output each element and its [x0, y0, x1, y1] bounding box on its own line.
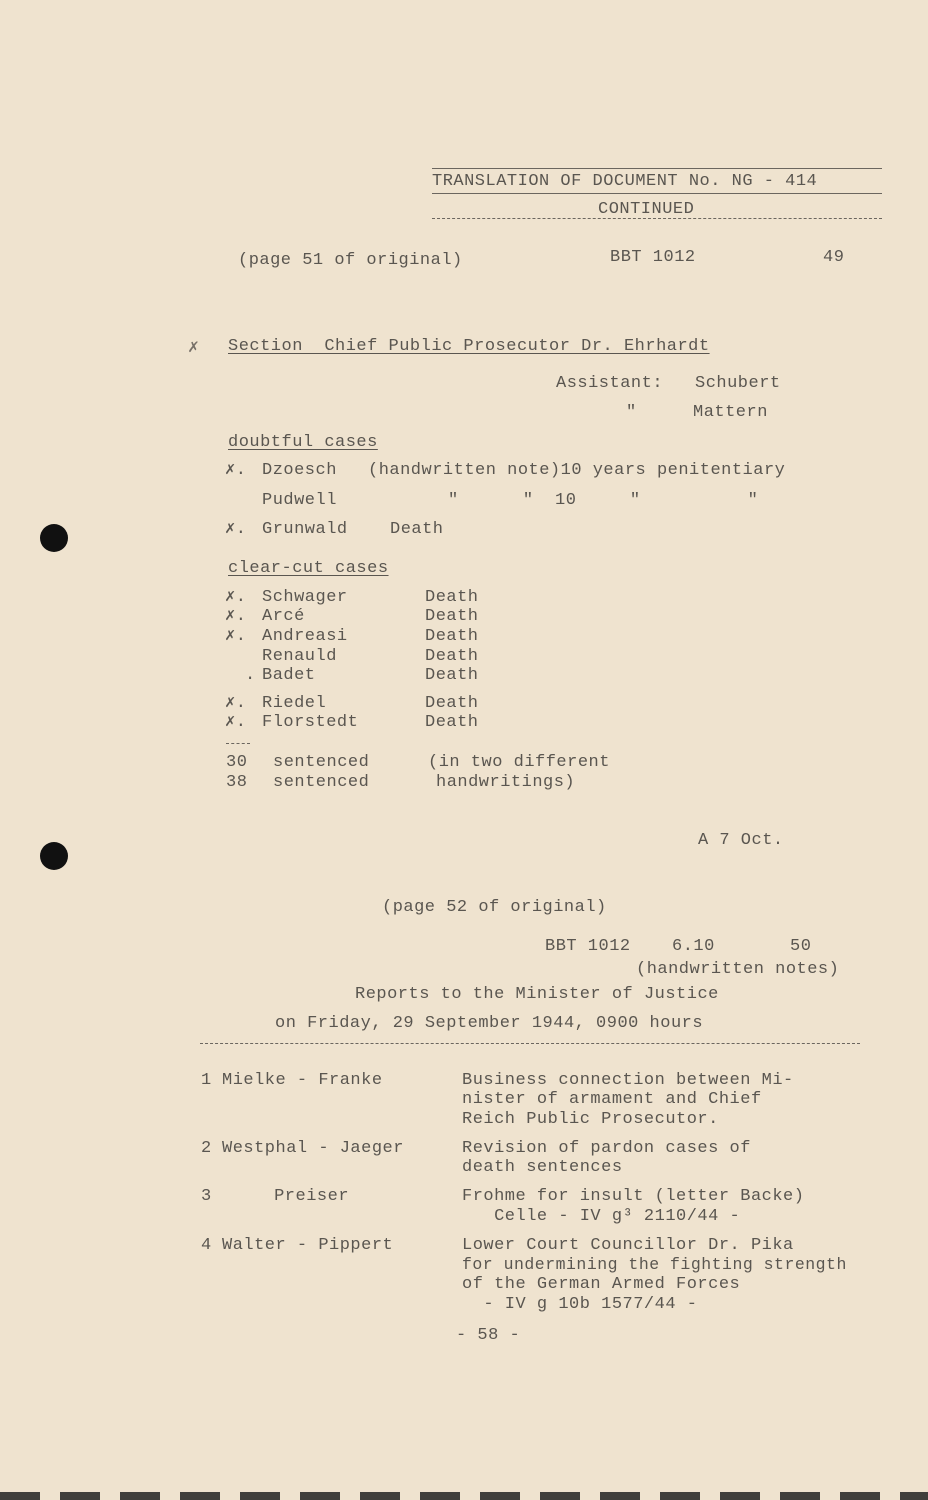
punch-hole-bottom — [40, 842, 68, 870]
handwritten-label: (handwritten notes) — [636, 960, 840, 979]
report-date: on Friday, 29 September 1944, 0900 hours — [275, 1014, 704, 1033]
clearcut-verdict-2: Death — [425, 607, 479, 626]
clearcut-mark-7: ✗. — [225, 713, 247, 732]
item-4-subject-2: for undermining the fighting strength — [462, 1255, 847, 1274]
item-2-names: Westphal - Jaeger — [222, 1139, 404, 1158]
clearcut-verdict-3: Death — [425, 627, 479, 646]
assistant-label: Assistant: — [556, 374, 664, 393]
document-title: TRANSLATION OF DOCUMENT No. NG - 414 — [432, 172, 818, 191]
assistant-1: Schubert — [695, 374, 781, 393]
page-number-50: 50 — [790, 937, 812, 956]
header-bottom-rule — [432, 218, 882, 219]
clearcut-verdict-1: Death — [425, 588, 479, 607]
page-ref-52: (page 52 of original) — [382, 898, 607, 917]
doubtful-note-2: " " 10 " " — [448, 491, 759, 510]
clearcut-verdict-7: Death — [425, 713, 479, 732]
doubtful-note-1: (handwritten note)10 years penitentiary — [368, 461, 786, 480]
footer-page-number: - 58 - — [456, 1326, 521, 1345]
doubtful-note-3: Death — [390, 520, 444, 539]
clearcut-mark-3: ✗. — [225, 627, 247, 646]
page-ref-51: (page 51 of original) — [238, 251, 463, 270]
continued-label: CONTINUED — [598, 200, 695, 219]
report-title: Reports to the Minister of Justice — [355, 985, 719, 1004]
item-1-subject-3: Reich Public Prosecutor. — [462, 1110, 719, 1129]
assistant-2: Mattern — [693, 403, 768, 422]
item-3-number: 3 — [201, 1187, 212, 1206]
header-title-rule — [432, 193, 882, 194]
punch-hole-top — [40, 524, 68, 552]
date-note: 6.10 — [672, 937, 715, 956]
clearcut-verdict-6: Death — [425, 694, 479, 713]
clearcut-mark-6: ✗. — [225, 694, 247, 713]
page-number-49: 49 — [823, 248, 845, 267]
item-3-subject-2: Celle - IV g³ 2110/44 - — [462, 1207, 741, 1226]
doubtful-mark-3: ✗. — [225, 520, 247, 539]
clearcut-mark-5: . — [245, 666, 256, 685]
tally-separator — [226, 743, 250, 744]
item-4-subject-3: of the German Armed Forces — [462, 1275, 741, 1294]
clearcut-name-7: Florstedt — [262, 713, 359, 732]
clearcut-name-4: Renauld — [262, 647, 337, 666]
doubtful-name-3: Grunwald — [262, 520, 348, 539]
item-2-number: 2 — [201, 1139, 212, 1158]
scan-bottom-edge — [0, 1492, 928, 1500]
item-1-names: Mielke - Franke — [222, 1071, 383, 1090]
item-1-number: 1 — [201, 1071, 212, 1090]
clearcut-name-1: Schwager — [262, 588, 348, 607]
initial-date: A 7 Oct. — [698, 831, 784, 850]
tally-note-2: handwritings) — [436, 773, 576, 792]
item-4-subject-4: - IV g 10b 1577/44 - — [462, 1295, 698, 1314]
report-rule — [200, 1043, 860, 1044]
item-4-number: 4 — [201, 1236, 212, 1255]
item-2-subject-2: death sentences — [462, 1158, 623, 1177]
tally-note-1: (in two different — [428, 753, 610, 772]
doubtful-name-2: Pudwell — [262, 491, 337, 510]
section-check-mark: ✗ — [188, 338, 199, 358]
item-2-subject-1: Revision of pardon cases of — [462, 1139, 751, 1158]
clearcut-heading: clear-cut cases — [228, 559, 389, 578]
header-top-rule — [432, 168, 882, 169]
clearcut-name-3: Andreasi — [262, 627, 348, 646]
tally-2-text: sentenced — [273, 773, 370, 792]
item-4-names: Walter - Pippert — [222, 1236, 394, 1255]
item-1-subject-2: nister of armament and Chief — [462, 1090, 762, 1109]
clearcut-mark-2: ✗. — [225, 607, 247, 626]
tally-1-text: sentenced — [273, 753, 370, 772]
item-4-subject-1: Lower Court Councillor Dr. Pika — [462, 1236, 794, 1255]
item-1-subject-1: Business connection between Mi- — [462, 1071, 794, 1090]
file-ref-1: BBT 1012 — [610, 248, 696, 267]
clearcut-verdict-4: Death — [425, 647, 479, 666]
clearcut-name-2: Arcé — [262, 607, 305, 626]
file-ref-2: BBT 1012 — [545, 937, 631, 956]
tally-1-number: 30 — [226, 753, 248, 772]
doubtful-name-1: Dzoesch — [262, 461, 337, 480]
ditto-mark: " — [626, 403, 637, 422]
clearcut-mark-1: ✗. — [225, 588, 247, 607]
tally-2-number: 38 — [226, 773, 248, 792]
item-3-names: Preiser — [242, 1187, 350, 1206]
clearcut-verdict-5: Death — [425, 666, 479, 685]
doubtful-heading: doubtful cases — [228, 433, 378, 452]
clearcut-name-6: Riedel — [262, 694, 327, 713]
doubtful-mark-1: ✗. — [225, 461, 247, 480]
clearcut-name-5: Badet — [262, 666, 316, 685]
item-3-subject-1: Frohme for insult (letter Backe) — [462, 1187, 805, 1206]
section-heading: Section Chief Public Prosecutor Dr. Ehrhardt — [228, 337, 710, 356]
